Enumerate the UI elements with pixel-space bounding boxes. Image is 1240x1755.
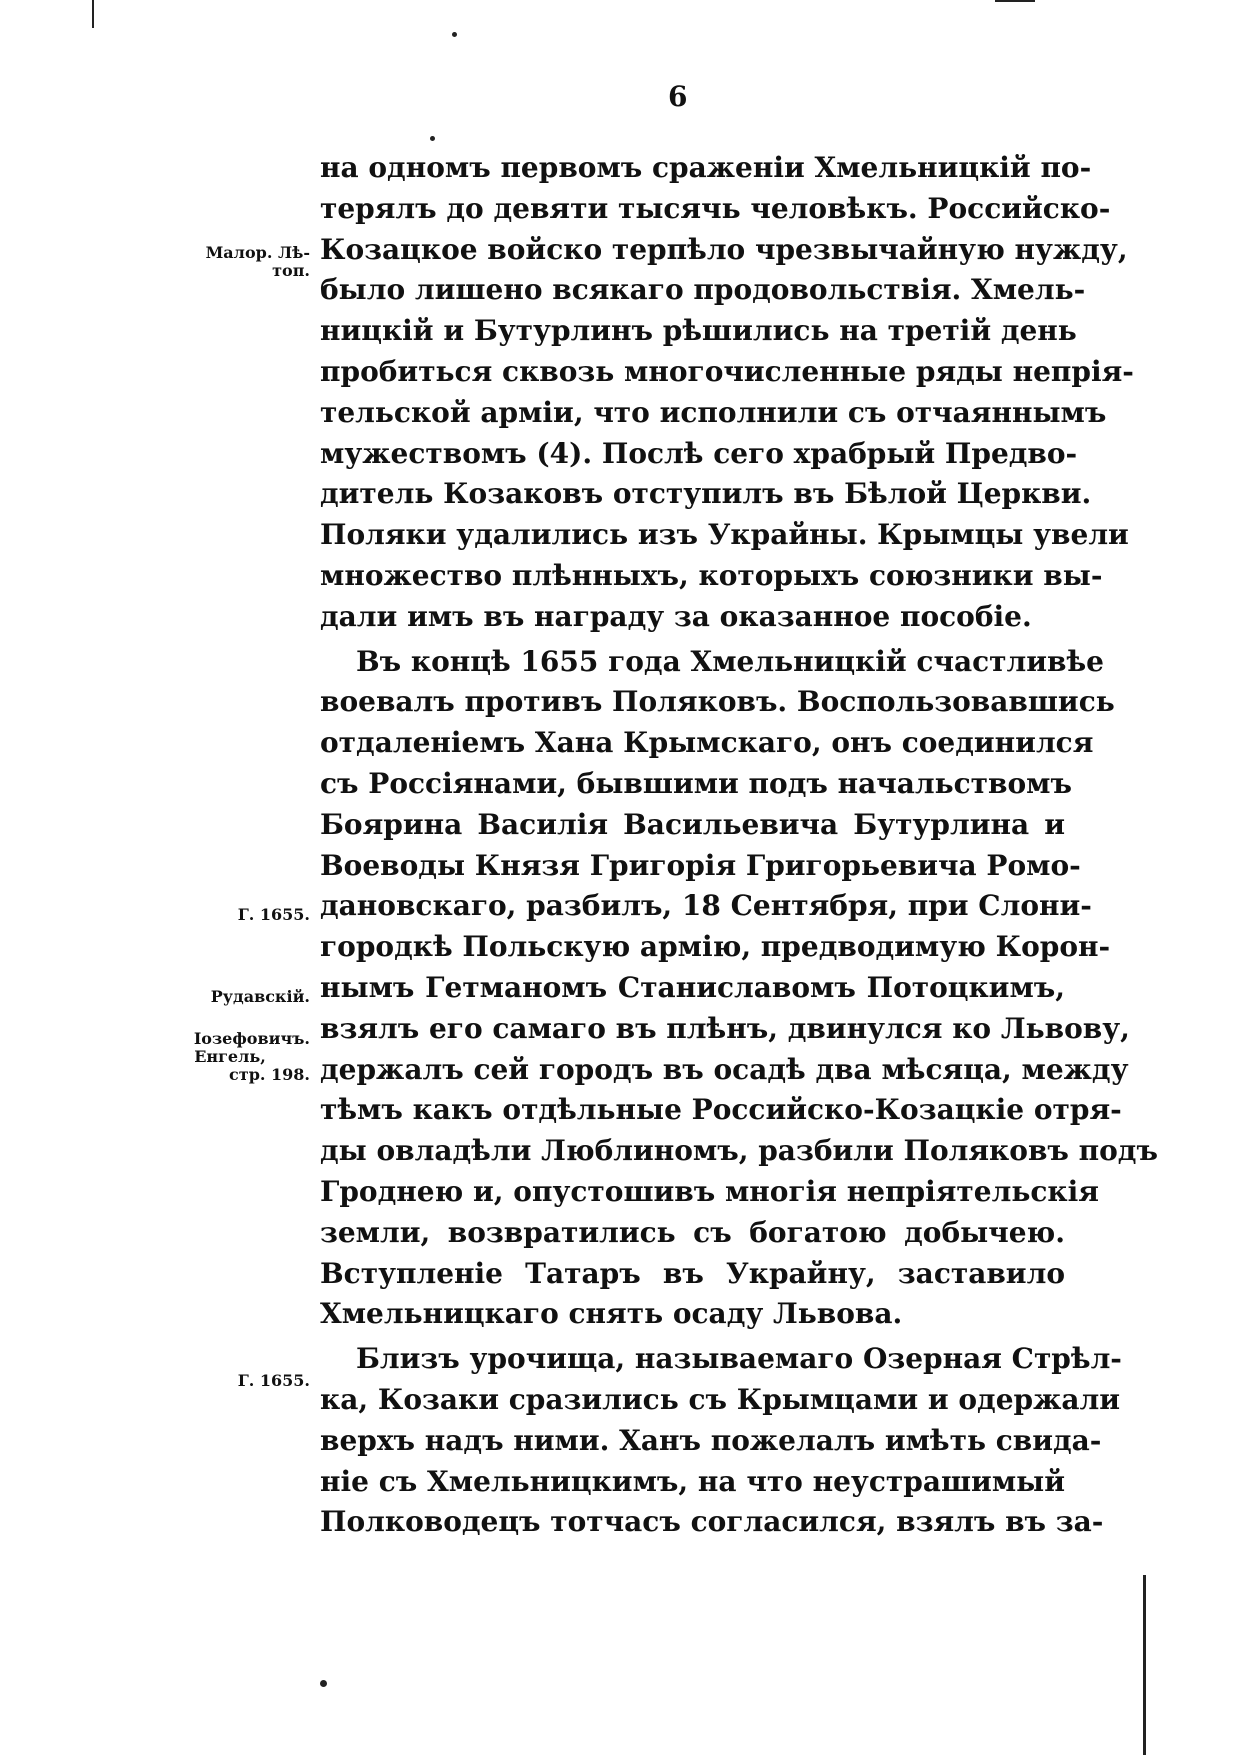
text-line: Полководецъ тотчасъ согласился, взялъ въ за- (320, 1505, 1104, 1539)
text-line: пробиться сквозь многочисленные ряды непрія- (320, 354, 1134, 388)
text-line: верхъ надъ ними. Ханъ пожелалъ имѣть свида- (320, 1423, 1102, 1457)
margin-note-year: Г. 1655. (237, 1371, 310, 1390)
margin-note-line: Енгель, (194, 1047, 266, 1066)
text-line: городкѣ Польскую армію, предводимую Корон- (320, 930, 1111, 964)
right-margin-rule (1143, 1575, 1146, 1755)
paragraph (320, 148, 1134, 638)
text-line: дитель Козаковъ отступилъ въ Бѣлой Церкви. (320, 477, 1092, 511)
scan-speck (320, 1680, 327, 1687)
page-number: 6 (668, 80, 688, 113)
text-line: Боярина Василія Васильевича Бутурлина и (320, 807, 1065, 841)
margin-note-source: Рудавскій. (210, 987, 310, 1006)
margin-note-line: стр. 198. (229, 1065, 310, 1084)
paragraph (320, 642, 1158, 1336)
text-line: терялъ до девяти тысячь человѣкъ. Российско- (320, 191, 1111, 225)
text-line: ницкій и Бутурлинъ рѣшились на третій день (320, 314, 1077, 348)
text-line: нымъ Гетманомъ Станиславомъ Потоцкимъ, (320, 970, 1065, 1004)
text-line: Гроднею и, опустошивъ многія непріятельскія (320, 1174, 1099, 1208)
main-text (320, 148, 1158, 1543)
text-line: отдаленіемъ Хана Крымскаго, онъ соединился (320, 726, 1094, 760)
text-line: съ Россіянами, бывшими подъ начальствомъ (320, 766, 1072, 800)
text-line: Вступленіе Татаръ въ Украйну, заставило (320, 1256, 1065, 1290)
text-line: множество плѣнныхъ, которыхъ союзники вы- (320, 558, 1103, 592)
text-line: ды овладѣли Люблиномъ, разбили Поляковъ подъ (320, 1134, 1158, 1168)
scan-speck (430, 136, 435, 141)
text-line: держалъ сей городъ въ осадѣ два мѣсяца, между (320, 1052, 1129, 1086)
text-line: ка, Козаки сразились съ Крымцами и одержали (320, 1382, 1121, 1416)
text-line: земли, возвратились съ богатою добычею. (320, 1215, 1065, 1249)
margin-note-source (150, 1030, 310, 1084)
text-line: было лишено всякаго продовольствія. Хмель- (320, 273, 1086, 307)
text-line: дановскаго, разбилъ, 18 Сентября, при Слони- (320, 889, 1092, 923)
text-line: Козацкое войско терпѣло чрезвычайную нужду, (320, 232, 1128, 266)
text-line: мужествомъ (4). Послѣ сего храбрый Предво- (320, 436, 1078, 470)
text-line: тѣмъ какъ отдѣльные Российско-Козацкіе отря- (320, 1093, 1122, 1127)
margin-note-year: Г. 1655. (237, 905, 310, 924)
margin-note-source (150, 244, 310, 280)
text-line: Въ концѣ 1655 года Хмельницкій счастливѣе (356, 644, 1104, 678)
left-margin-rule (92, 0, 94, 28)
margin-note-line: топ. (272, 261, 310, 280)
text-line: ніе съ Хмельницкимъ, на что неустрашимый (320, 1464, 1065, 1498)
paragraph (320, 1339, 1122, 1543)
margin-note-line: Малор. Лѣ- (205, 243, 310, 262)
text-line: дали имъ въ награду за оказанное пособіе. (320, 599, 1032, 633)
top-edge-mark (995, 0, 1035, 2)
text-line: Близъ урочища, называемаго Озерная Стрѣл- (356, 1342, 1122, 1376)
text-line: взялъ его самаго въ плѣнъ, двинулся ко Львову, (320, 1011, 1130, 1045)
text-line: на одномъ первомъ сраженіи Хмельницкій по- (320, 151, 1092, 184)
margin-note-line: Іозефовичъ. (193, 1029, 310, 1048)
text-line: Воеводы Князя Григорія Григорьевича Ромо- (320, 848, 1081, 882)
text-line: тельской арміи, что исполнили съ отчаяннымъ (320, 395, 1107, 429)
text-line: Хмельницкаго снять осаду Львова. (320, 1297, 903, 1331)
text-line: воевалъ противъ Поляковъ. Воспользовавшись (320, 685, 1115, 719)
scan-speck (452, 32, 457, 37)
text-line: Поляки удалились изъ Украйны. Крымцы увели (320, 518, 1129, 552)
